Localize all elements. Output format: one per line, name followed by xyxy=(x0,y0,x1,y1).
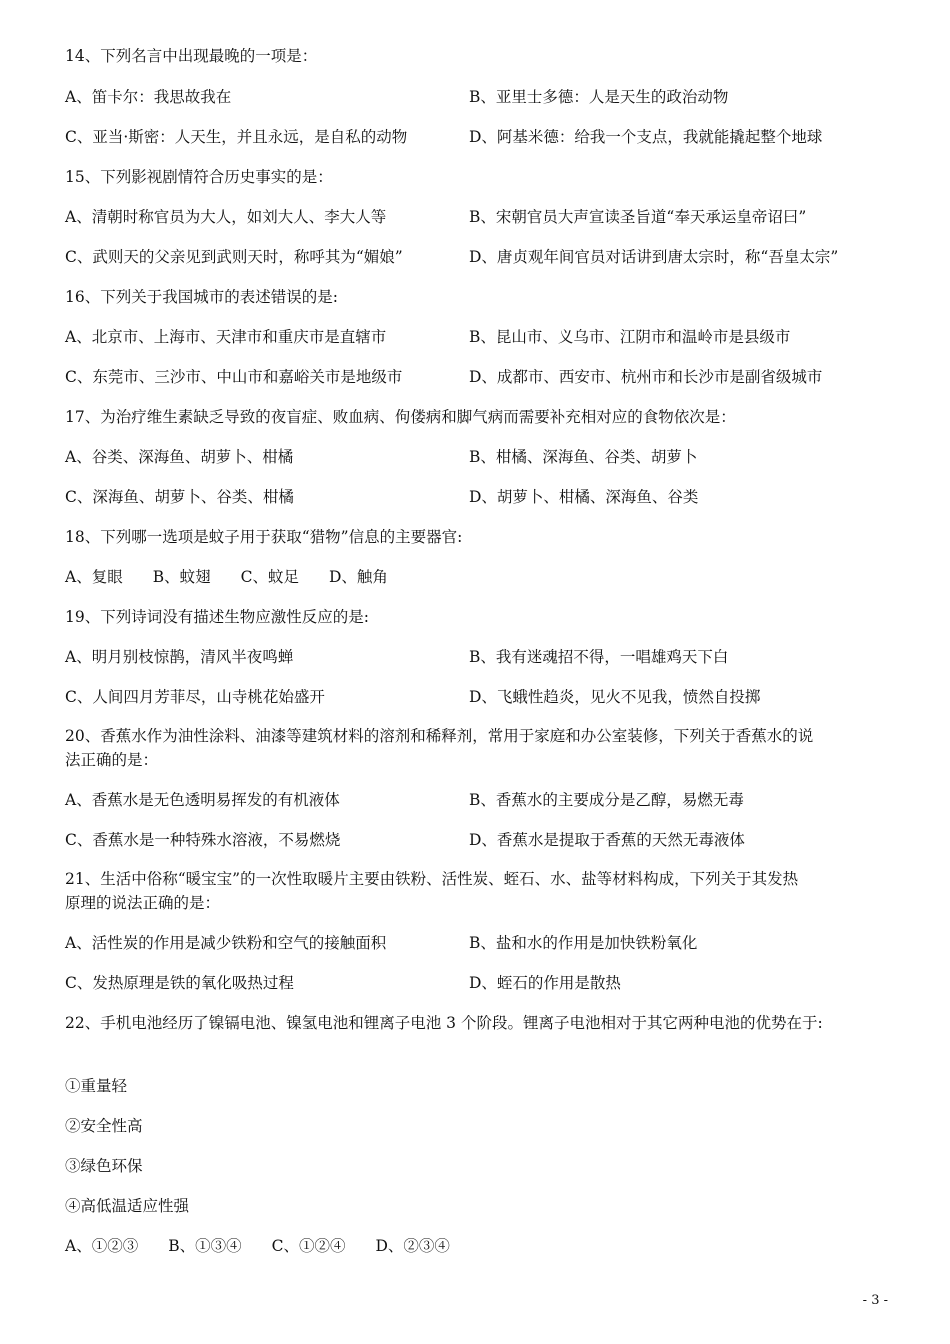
question-21-option-a: A、活性炭的作用是减少铁粉和空气的接触面积 xyxy=(65,934,387,952)
question-19-stem: 19、下列诗词没有描述生物应激性反应的是: xyxy=(65,608,369,626)
question-20-option-c: C、香蕉水是一种特殊水溶液，不易燃烧 xyxy=(65,831,341,849)
question-15-stem: 15、下列影视剧情符合历史事实的是： xyxy=(65,168,333,186)
question-22-item-3: ③绿色环保 xyxy=(65,1157,143,1175)
question-19-option-d: D、飞蛾性趋炎，见火不见我，愤然自投掷 xyxy=(469,688,761,706)
question-18-options xyxy=(65,566,418,588)
question-18-option-d: D、触角 xyxy=(328,568,388,586)
question-16-option-a: A、北京市、上海市、天津市和重庆市是直辖市 xyxy=(65,328,387,346)
question-19-option-a: A、明月别枝惊鹊，清风半夜鸣蝉 xyxy=(65,648,294,666)
question-21-stem-line-2: 原理的说法正确的是： xyxy=(65,894,221,912)
question-16-option-d: D、成都市、西安市、杭州市和长沙市是副省级城市 xyxy=(469,368,823,386)
question-22-item-1: ①重量轻 xyxy=(65,1077,128,1095)
question-22-item-2: ②安全性高 xyxy=(65,1117,143,1135)
question-22-option-c: C、①②④ xyxy=(271,1237,346,1255)
question-20-stem-line-2: 法正确的是： xyxy=(65,751,159,769)
page-number: - 3 - xyxy=(862,1293,888,1308)
question-19-option-b: B、我有迷魂招不得，一唱雄鸡天下白 xyxy=(469,648,729,666)
question-16-stem: 16、下列关于我国城市的表述错误的是: xyxy=(65,288,338,306)
question-18-option-a: A、复眼 xyxy=(65,568,123,586)
question-22-option-d: D、②③④ xyxy=(375,1237,450,1255)
question-18-option-b: B、蚊翅 xyxy=(152,568,211,586)
question-15-option-c: C、武则天的父亲见到武则天时，称呼其为“媚娘” xyxy=(65,248,403,266)
question-17-option-a: A、谷类、深海鱼、胡萝卜、柑橘 xyxy=(65,448,294,466)
question-21-option-d: D、蛭石的作用是散热 xyxy=(469,974,621,992)
question-22-option-b: B、①③④ xyxy=(168,1237,242,1255)
question-15-option-a: A、清朝时称官员为大人，如刘大人、李大人等 xyxy=(65,208,387,226)
question-22-options xyxy=(65,1235,480,1257)
question-20-stem-line-1: 20、香蕉水作为油性涂料、油漆等建筑材料的溶剂和稀释剂，常用于家庭和办公室装修，下列关于香蕉水的说 xyxy=(65,727,814,745)
question-20-option-a: A、香蕉水是无色透明易挥发的有机液体 xyxy=(65,791,340,809)
question-16-option-b: B、昆山市、义乌市、江阴市和温岭市是县级市 xyxy=(469,328,791,346)
question-18-option-c: C、蚊足 xyxy=(240,568,299,586)
question-19-option-c: C、人间四月芳菲尽，山寺桃花始盛开 xyxy=(65,688,325,706)
question-22-stem: 22、手机电池经历了镍镉电池、镍氢电池和锂离子电池 3 个阶段。锂离子电池相对于其它两种电池的优势在于: xyxy=(65,1014,823,1032)
question-15-option-b: B、宋朝官员大声宣读圣旨道“奉天承运皇帝诏曰” xyxy=(469,208,807,226)
question-16-option-c: C、东莞市、三沙市、中山市和嘉峪关市是地级市 xyxy=(65,368,403,386)
question-20-option-d: D、香蕉水是提取于香蕉的天然无毒液体 xyxy=(469,831,745,849)
question-17-option-d: D、胡萝卜、柑橘、深海鱼、谷类 xyxy=(469,488,699,506)
question-14-option-a: A、笛卡尔：我思故我在 xyxy=(65,88,232,106)
question-20-option-b: B、香蕉水的主要成分是乙醇，易燃无毒 xyxy=(469,791,744,809)
question-14-stem: 14、下列名言中出现最晚的一项是： xyxy=(65,47,318,65)
question-18-stem: 18、下列哪一选项是蚊子用于获取“猎物”信息的主要器官: xyxy=(65,528,463,546)
question-17-stem: 17、为治疗维生素缺乏导致的夜盲症、败血病、佝偻病和脚气病而需要补充相对应的食物依次是： xyxy=(65,408,736,426)
question-21-option-b: B、盐和水的作用是加快铁粉氧化 xyxy=(469,934,698,952)
question-17-option-b: B、柑橘、深海鱼、谷类、胡萝卜 xyxy=(469,448,698,466)
question-22-item-4: ④高低温适应性强 xyxy=(65,1197,190,1215)
question-15-option-d: D、唐贞观年间官员对话讲到唐太宗时，称“吾皇太宗” xyxy=(469,248,839,266)
question-14-option-b: B、亚里士多德：人是天生的政治动物 xyxy=(469,88,729,106)
question-21-option-c: C、发热原理是铁的氧化吸热过程 xyxy=(65,974,294,992)
question-21-stem-line-1: 21、生活中俗称“暖宝宝”的一次性取暖片主要由铁粉、活性炭、蛭石、水、盐等材料构成，下列关于其发热 xyxy=(65,870,799,888)
question-17-option-c: C、深海鱼、胡萝卜、谷类、柑橘 xyxy=(65,488,294,506)
question-14-option-d: D、阿基米德：给我一个支点，我就能撬起整个地球 xyxy=(469,128,823,146)
question-14-option-c: C、亚当·斯密：人天生，并且永远，是自私的动物 xyxy=(65,128,408,146)
question-22-option-a: A、①②③ xyxy=(65,1237,139,1255)
